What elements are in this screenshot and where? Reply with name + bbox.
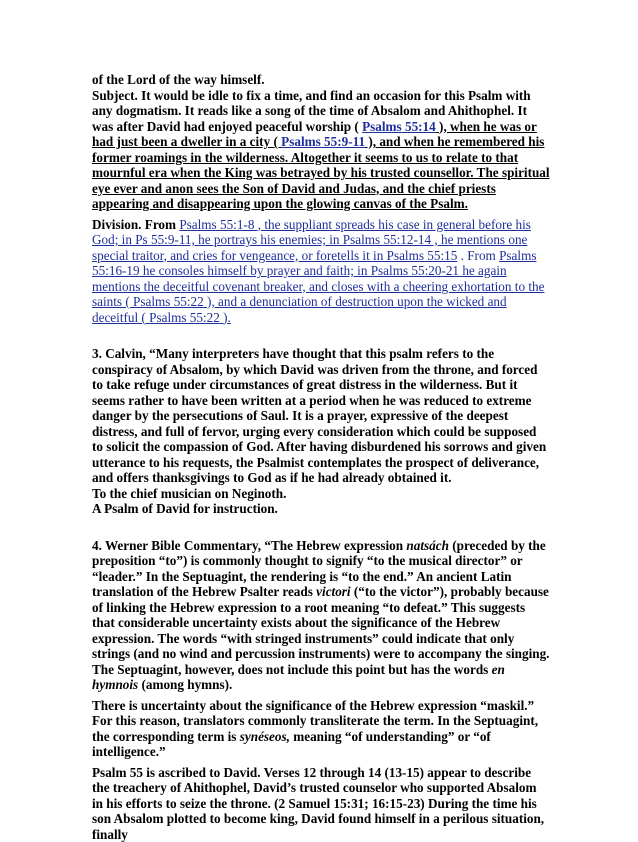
text-run: of the Lord of the way himself. (92, 72, 265, 87)
text-run: ), and when he remembered his former roamings in the wilderness. Altogether it seems to us to relate to that mournful era when the King was betrayed by his trusted counsellor. The spiritual eye ever and anon sees the Son of David and Judas, and the chief priests appearing and disappearing upon the glowing canvas of the Psalm. (92, 134, 550, 211)
text-run: (“to the victor”), probably because of linking the Hebrew expression to a root meaning “to defeat.” This suggests that considerable uncertainty exists about the significance of the Hebrew expression. The words “with stringed instruments” could indicate that only strings (and no wind and percussion instruments) were to accompany the singing. The Septuagint, however, does not include this point but has the words (92, 584, 549, 677)
text-run: he consoles himself by prayer and faith; in (140, 263, 371, 278)
greek-term: en hymnois (92, 662, 505, 693)
text-run: A Psalm of David for instruction. (92, 501, 278, 516)
text-run: . From (457, 248, 499, 263)
scripture-link[interactable]: Psalms 55:9-11 (281, 134, 365, 149)
hebrew-term: natsách (406, 538, 449, 553)
text-run: To the chief musician on Neginoth. (92, 486, 286, 501)
text-run: 3. Calvin, “Many interpreters have thought that this psalm refers to the conspiracy of Absalom, by which David was driven from the throne, and forced to take refuge under circumstances of great distress in the wilderness. But it seems rather to have been written at a period when he was reduced to extreme danger by the persecutions of Saul. It is a prayer, expressive of the deepest distress, and full of fervor, urging every consideration which could be supposed to solicit the compassion of God. After having disburdened his sorrows and given utterance to his requests, the Psalmist contemplates the prospect of deliverance, and offers thanksgivings to God as if he had already obtained it. (92, 346, 546, 485)
document-page (92, 72, 550, 842)
text-run: (preceded by the preposition “to”) is commonly thought to signify “to the musical director” or “leader.” In the Septuagint, the rendering is “to the end.” An ancient Latin translation of the Hebrew Psalter reads (92, 538, 546, 600)
paragraph-maskil (92, 698, 550, 760)
text-run: he again mentions the deceitful covenant breaker, and closes with a cheering exhortation to the saints ( (92, 263, 544, 309)
text-run: Subject. It would be idle to fix a time, and find an occasion for this Psalm with any dogmatism. It reads like a song of the time of Absalom and Ahithophel. It was after David had enjoyed peaceful worship ( (92, 88, 531, 134)
scripture-link[interactable]: Psalms 55:16-19 (92, 248, 536, 279)
text-run: ), and a denunciation of destruction upon the wicked and deceitful ( (92, 294, 507, 325)
text-run: Psalm 55 is ascribed to David. Verses 12 through 14 (13-15) appear to describe the treachery of Ahithophel, David’s trusted counselor who supported Absalom in his efforts to seize the throne. (2 Samuel 15:31; 16:15-23) During the time his son Absalom plotted to become king, David found himself in a perilous situation, finally (92, 765, 544, 842)
division-label: Division. From (92, 217, 179, 232)
text-run: ). (220, 310, 231, 325)
paragraph-division (92, 217, 550, 326)
scripture-link[interactable]: Psalms 55:20-21 (371, 263, 459, 278)
text-run: meaning “of understanding” or “of intelligence.” (92, 729, 491, 760)
greek-term: synéseos, (240, 729, 290, 744)
text-run: There is uncertainty about the significance of the Hebrew expression “maskil.” For this reason, translators commonly transliterate the term. In the Septuagint, the corresponding term is (92, 698, 538, 744)
text-run: , the suppliant spreads his case in general before his God; in Ps 55:9-11, he portrays his enemies; in (92, 217, 531, 248)
scripture-link[interactable]: Psalms 55:15 (387, 248, 458, 263)
scripture-link[interactable]: Psalms 55:12-14 (343, 232, 431, 247)
text-run: 4. Werner Bible Commentary, “The Hebrew expression (92, 538, 406, 553)
paragraph-psalm-55 (92, 765, 550, 842)
paragraph-calvin (92, 346, 550, 517)
scripture-link[interactable]: Psalms 55:22 (133, 294, 204, 309)
text-run: , he mentions one special traitor, and cries for vengeance, or foretells it in (92, 232, 527, 263)
scripture-link[interactable]: Psalms 55:22 (149, 310, 220, 325)
scripture-link[interactable]: Psalms 55:1-8 (179, 217, 254, 232)
paragraph-werner (92, 538, 550, 693)
latin-term: victori (316, 584, 350, 599)
paragraph-subject (92, 72, 550, 212)
text-run: (among hymns). (138, 677, 232, 692)
text-run: ), when he was or had just been a dweller in a city ( (92, 119, 537, 150)
scripture-link[interactable]: Psalms 55:14 (362, 119, 436, 134)
